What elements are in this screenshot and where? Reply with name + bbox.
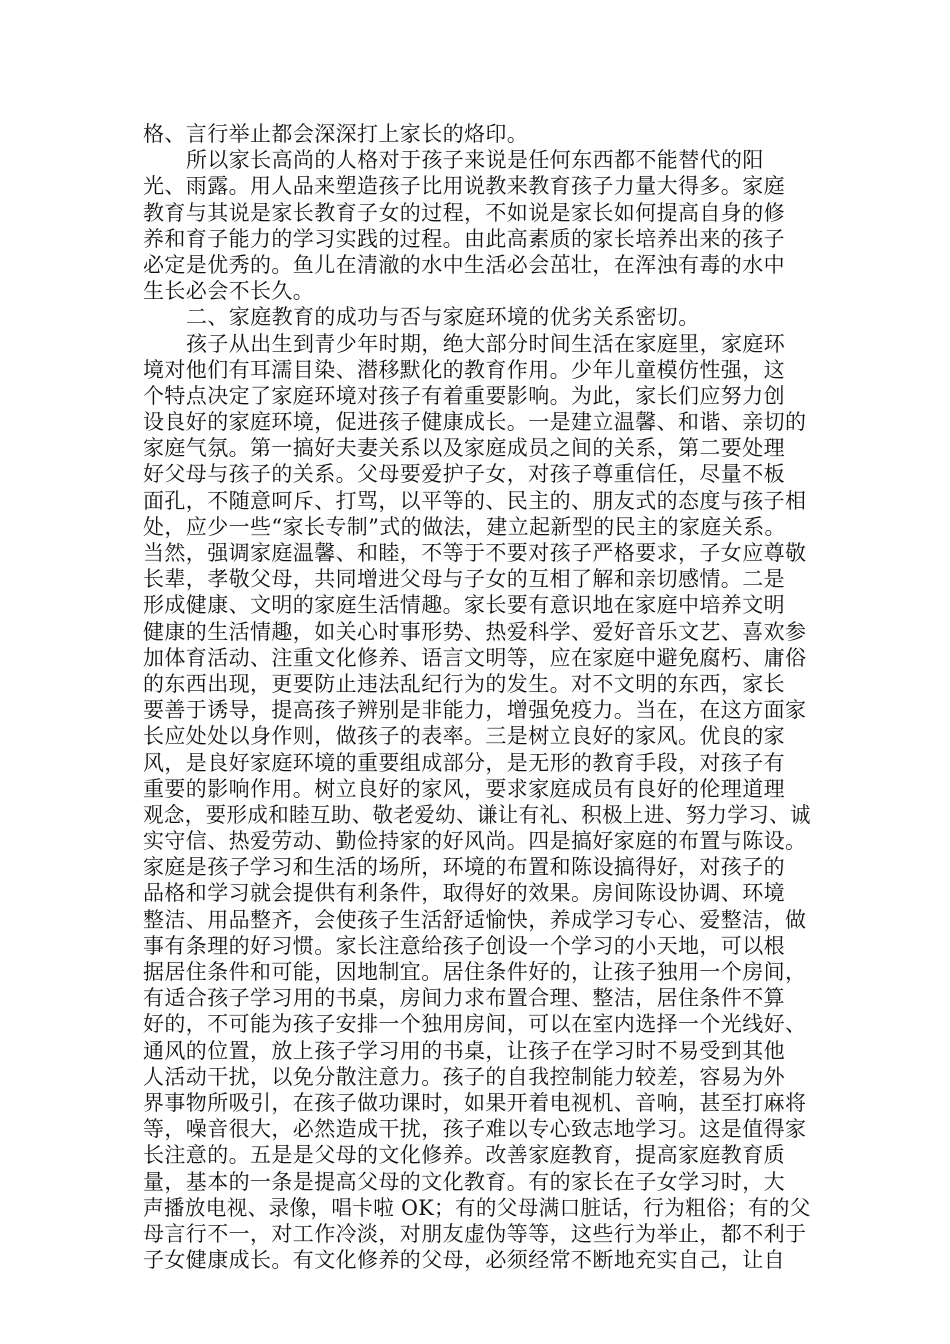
text-line: 品格和学习就会提供有利条件，取得好的效果。房间陈设协调、环境	[143, 881, 785, 906]
text-line: 等，噪音很大，必然造成干扰，孩子难以专心致志地学习。这是值得家	[143, 1117, 807, 1142]
text-line: 孩子从出生到青少年时期，绝大部分时间生活在家庭里，家庭环	[186, 331, 786, 356]
text-line: 生长必会不长久。	[143, 279, 315, 304]
text-line: 要善于诱导，提高孩子辨别是非能力，增强免疫力。当在，在这方面家	[143, 698, 807, 723]
text-line: 境对他们有耳濡目染、潜移默化的教育作用。少年儿童模仿性强，这	[143, 357, 785, 382]
text-line: 处，应少一些“家长专制”式的做法，建立起新型的民主的家庭关系。	[143, 514, 786, 539]
text-line: 观念，要形成和睦互助、敬老爱幼、谦让有礼、积极上进、努力学习、诚	[143, 802, 811, 827]
text-line: 重要的影响作用。树立良好的家风，要求家庭成员有良好的伦理道理	[143, 776, 785, 801]
text-line: 形成健康、文明的家庭生活情趣。家长要有意识地在家庭中培养文明	[143, 593, 785, 618]
text-line: 风，是良好家庭环境的重要组成部分，是无形的教育手段，对孩子有	[143, 750, 785, 775]
text-line: 教育与其说是家长教育子女的过程，不如说是家长如何提高自身的修	[143, 200, 785, 225]
text-line: 好的，不可能为孩子安排一个独用房间，可以在室内选择一个光线好、	[143, 1012, 807, 1037]
text-line: 量，基本的一条是提高父母的文化教育。有的家长在子女学习时，大	[143, 1169, 785, 1194]
text-line: 家庭是孩子学习和生活的场所，环境的布置和陈设搞得好，对孩子的	[143, 855, 785, 880]
text-line: 二、家庭教育的成功与否与家庭环境的优劣关系密切。	[186, 305, 700, 330]
text-line: 加体育活动、注重文化修养、语言文明等，应在家庭中避免腐朽、庸俗	[143, 645, 807, 670]
text-line: 有适合孩子学习用的书桌，房间力求布置合理、整洁，居住条件不算	[143, 986, 785, 1011]
text-line: 当然，强调家庭温馨、和睦，不等于不要对孩子严格要求，子女应尊敬	[143, 541, 807, 565]
text-line: 个特点决定了家庭环境对孩子有着重要影响。为此，家长们应努力创	[143, 383, 785, 408]
text-line: 必定是优秀的。鱼儿在清澈的水中生活必会茁壮，在浑浊有毒的水中	[143, 252, 785, 277]
text-line: 的东西出现，更要防止违法乱纪行为的发生。对不文明的东西，家长	[143, 671, 785, 696]
text-line: 好父母与孩子的关系。父母要爱护子女，对孩子尊重信任，尽量不板	[143, 462, 785, 487]
text-line: 通风的位置，放上孩子学习用的书桌，让孩子在学习时不易受到其他	[143, 1038, 785, 1063]
text-line: 据居住条件和可能，因地制宜。居住条件好的，让孩子独用一个房间，	[143, 960, 807, 984]
text-line: 长辈，孝敬父母，共同增进父母与子女的互相了解和亲切感情。二是	[143, 567, 785, 592]
text-line: 实守信、热爱劳动、勤俭持家的好风尚。四是搞好家庭的布置与陈设。	[143, 829, 807, 854]
text-line: 所以家长高尚的人格对于孩子来说是任何东西都不能替代的阳	[186, 148, 764, 173]
text-line: 格、言行举止都会深深打上家长的烙印。	[143, 122, 529, 146]
text-line: 人活动干扰，以免分散注意力。孩子的自我控制能力较差，容易为外	[143, 1064, 785, 1089]
text-line: 设良好的家庭环境，促进孩子健康成长。一是建立温馨、和谐、亲切的	[143, 410, 807, 435]
text-line: 家庭气氛。第一搞好夫妻关系以及家庭成员之间的关系，第二要处理	[143, 436, 785, 461]
text-line: 养和育子能力的学习实践的过程。由此高素质的家长培养出来的孩子	[143, 226, 785, 251]
text-line: 长应处处以身作则，做孩子的表率。三是树立良好的家风。优良的家	[143, 724, 785, 749]
text-line: 母言行不一，对工作冷淡，对朋友虚伪等等，这些行为举止，都不利于	[143, 1221, 807, 1246]
text-line: 子女健康成长。有文化修养的父母，必须经常不断地充实自己，让自	[143, 1248, 785, 1273]
text-line: 长注意的。五是是父母的文化修养。改善家庭教育，提高家庭教育质	[143, 1143, 785, 1168]
text-line: 整洁、用品整齐，会使孩子生活舒适愉快，养成学习专心、爱整洁，做	[143, 907, 807, 932]
text-line: 声播放电视、录像，唱卡啦 OK；有的父母满口脏话，行为粗俗；有的父	[143, 1195, 811, 1220]
text-line: 界事物所吸引，在孩子做功课时，如果开着电视机、音响，甚至打麻将	[143, 1090, 807, 1115]
document-body-text	[143, 121, 811, 1273]
text-line: 事有条理的好习惯。家长注意给孩子创设一个学习的小天地，可以根	[143, 933, 785, 958]
text-line: 面孔，不随意呵斥、打骂，以平等的、民主的、朋友式的态度与孩子相	[143, 488, 807, 513]
text-line: 光、雨露。用人品来塑造孩子比用说教来教育孩子力量大得多。家庭	[143, 174, 785, 199]
text-line: 健康的生活情趣，如关心时事形势、热爱科学、爱好音乐文艺、喜欢参	[143, 619, 807, 644]
